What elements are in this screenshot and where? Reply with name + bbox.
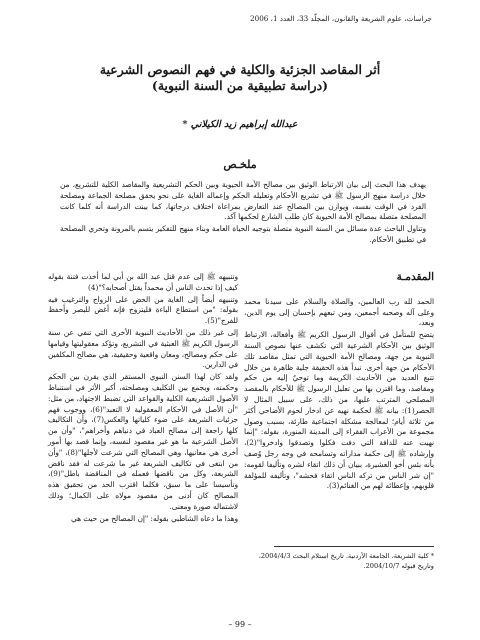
left-column (48, 272, 238, 525)
footnote: * كلية الشريعة، الجامعة الأردنية. تاريخ استلام البحث 2004/4/3، وتاريخ قبوله 2004/10/7. (258, 552, 434, 570)
title-line-2: (دراسة تطبيقية من السنة النبوية) (151, 78, 329, 93)
abstract (60, 180, 426, 247)
title-line-1: أثر المقاصد الجزئية والكلية في فهم النصوص الشرعية (99, 62, 381, 77)
page-number: – 99 – (228, 620, 252, 629)
body-paragraph: ولقد كان لهذا السنن النبوي المستقر الذي يقرن بين الحكم وحكمته، ويجمع بين التكليف ومصلحته، أكبر الأثر في استنباط الأصول التشريعية الكلية والقواعد التي تضبط الاجتهاد، من مثل: "أن الأصل في الأحكام المعقولية لا التعبد"(6)، ووجوب فهم جزئيات الشريعة على ضوء كلياتها والعكس(7)، وأن التكاليف كلها راجعة إلى مصالح العباد في دنياهم وأخراهم"، "وأن من الأصل الشرعية ما هو غير مقصود لنفسه، وإنما قصد بها أمور أخرى هي معانيها، وهي المصالح التي شرعت لأجلها"(8)، "وأن من ابتغى في تكاليف الشريعة غير ما شرعت له فقد ناقض الشريعة، وكل من ناقضها فعمله في المناقضة باطل"(9)، وتأسيسا على ما سبق، فكلما اقترب الحد من تحقيق هذه المصالح كان أدنى من مقصود مولاه على الكمال؛ وذلك لاشتماله صورة ومعنى. (48, 372, 238, 511)
abstract-paragraph: وتناول الباحث عدة مسائل من السنة النبوية متصلة بتوجيه الحياة العامة وبناء منهج للتفكير يتسم بالمرونة وتحري المصلحة في تطبيق الأحكام. (60, 224, 426, 244)
summary-heading: ملخـص (223, 158, 257, 171)
intro-heading: المقدمـة (396, 271, 434, 283)
author-name: عبدالله إبراهيم زيد الكيلاني * (182, 119, 298, 130)
body-paragraph: وتنبيهه أيضاً إلى الغاية من الحض على الزواج والترغيب فيه بقوله: "من استطاع الباءة فليتزوج فإنه أغض للبصر وأحفظ للفرج"(5). (48, 294, 238, 326)
body-paragraph: إلى غير ذلك من الأحاديث النبوية الأخرى التي تنفي عن سنة الرسول الكريم ﷺ العبثية في التشريع، وتؤكد معقوليتها وقيامها على حكم ومصالح، ومعان واقعية وحقيقية، هي مصالح المكلفين في الدارين. (48, 327, 238, 370)
body-paragraph: يتضح للمتأمل في أقوال الرسول الكريم ﷺ وأفعاله، الارتباط الوثيق بين الأحكام الشرعية التي تكشف عنها نصوص السنة النبوية من جهة، ومصالح الأمة الحيوية التي تمثل مقاصد تلك الأحكام من جهة أخرى. تبدأ هذه الحقيقة جلية ظاهرة من خلال تتبع العديد من الأحاديث الكريمة وما توحيٌ إليه من حكم ومقاصد، وما اقترن بها من تعليل الرسول ﷺ للأحكام بالمقصد المصلحي المترتب عليها، من ذلك، على سبيل المثال لا الحصر(1): بيانه ﷺ لحكمة نهيه عن ادخار لحوم الأضاحي أكثر من ثلاثة أيام؛ لمعالجة مشكلة اجتماعية طارئة، بسبب وصول مجموعة من الأعراب الفقراء إلى المدينة المنورة، بقوله: "إنما نهيت عنه للدافة التي دفت فكلوا وتصدقوا وادخروا"(2)، وإرشاده ﷺ إلى حكمة مداراته وتسامحه في وجه رجل وُصف بأنه بئس أخو العشيرة، ببيان أن ذلك اتقاء لشره وتأليفا لقومه: "إن شر الناس من تركه الناس اتقاء فحشه"، وتأليفه للمؤلفة قلوبهم، وإعطائه لهم من الغنائم(3). (244, 330, 434, 491)
article-title (40, 62, 440, 94)
abstract-paragraph: يهدف هذا البحث إلى بيان الارتباط الوثيق بين مصالح الأمة الحيوية وبين الحكم التشريعية والمقاصد الكلية للتشريع، من خلال دراسة منهج الرسول ﷺ في تشريع الأحكام وتعليله الحكم وإعماله الغاية على نحو يحقق مصلحة الجماعة ومصلحة الفرد في الوقت نفسه، ويوازن بين المصالح عند التعارض بمراعاة اختلاف درجاتها، كما بينت الدراسة أنه كلما كانت المصلحة متصلة بمصالح الأمة الحيوية كان طلب الشارع لحكمها آكد. (60, 180, 426, 222)
body-paragraph: وتنبيهه ﷺ إلى عدم قتل عبد الله بن أبي لما أخذت فتنة بقوله كيف إذا تحدث الناس أن محمداً يقتل أصحابه؟"(4) (48, 272, 238, 292)
footnote-divider (274, 546, 434, 547)
body-paragraph: الحمد لله رب العالمين، والصلاة والسلام على سيدنا محمد وعلى آله وصحبه أجمعين، ومن تبعهم بإحسان إلى يوم الدين، وبعد، (244, 296, 434, 328)
right-column (244, 272, 434, 493)
body-paragraph: وهذا ما دعاه الشاطبي بقوله: "إن المصالح من حيث هي (70, 513, 238, 523)
running-head: جراسات، علوم الشريعة والقانون، المجلّد 33، العدد 1، 2006 (250, 14, 432, 23)
